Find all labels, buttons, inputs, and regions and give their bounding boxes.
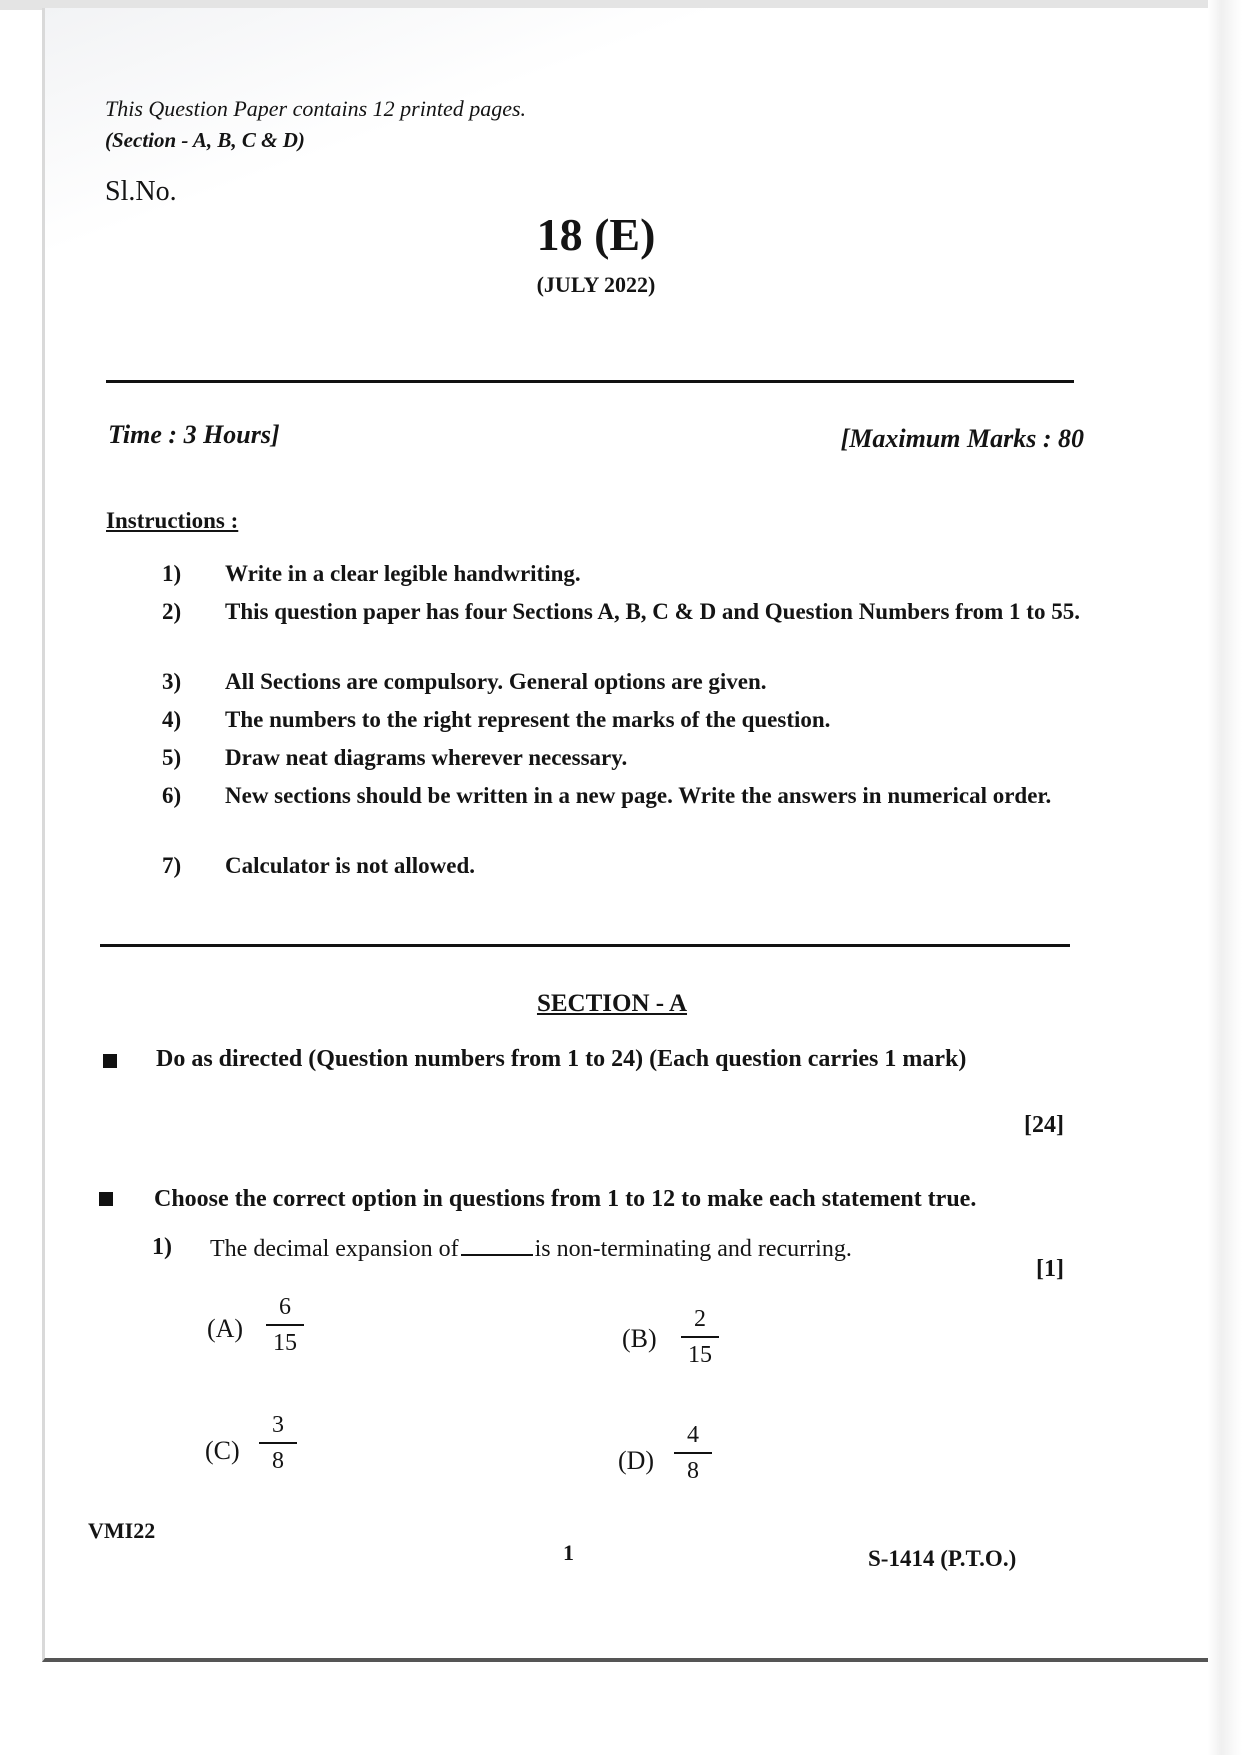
choose-instruction: Choose the correct option in questions from 1 to 12 to make each statement true. bbox=[154, 1186, 977, 1212]
numerator: 6 bbox=[279, 1294, 291, 1320]
answer-blank bbox=[461, 1234, 533, 1256]
square-bullet-icon bbox=[103, 1054, 117, 1068]
numerator: 2 bbox=[694, 1306, 706, 1332]
paper-code-text: 18 (E) bbox=[536, 209, 656, 260]
instruction-number: 7) bbox=[162, 853, 182, 878]
instruction-text: Calculator is not allowed. bbox=[225, 853, 476, 878]
numerator: 3 bbox=[272, 1412, 284, 1438]
question-text bbox=[210, 1234, 852, 1263]
option-c-fraction bbox=[253, 1410, 303, 1476]
instruction-text: All Sections are compulsory. General options are given. bbox=[225, 669, 767, 694]
serial-number-label: Sl.No. bbox=[105, 176, 177, 207]
exam-session-text: (JULY 2022) bbox=[536, 272, 656, 297]
question-text-start: The decimal expansion of bbox=[210, 1236, 459, 1262]
denominator: 8 bbox=[272, 1448, 284, 1474]
section-total-marks: [24] bbox=[1024, 1112, 1064, 1138]
scan-margin bbox=[1208, 0, 1242, 1755]
fraction-bar bbox=[266, 1324, 304, 1326]
section-heading-text: SECTION - A bbox=[536, 990, 688, 1017]
denominator: 15 bbox=[273, 1330, 297, 1356]
page-number: 1 bbox=[563, 1540, 574, 1565]
option-b-label: (B) bbox=[622, 1324, 657, 1353]
footer-code: VMI22 bbox=[88, 1518, 156, 1543]
numerator: 4 bbox=[687, 1422, 699, 1448]
instruction-number: 5) bbox=[162, 745, 182, 770]
fraction-bar bbox=[674, 1452, 712, 1454]
denominator: 8 bbox=[687, 1458, 699, 1484]
option-d-fraction bbox=[668, 1420, 718, 1486]
option-c-label: (C) bbox=[205, 1436, 240, 1465]
instruction-number: 2) bbox=[162, 599, 182, 624]
option-d-label: (D) bbox=[618, 1446, 655, 1475]
footer-paper-code: S-1414 (P.T.O.) bbox=[868, 1546, 1017, 1571]
divider-top bbox=[106, 380, 1074, 383]
fraction-bar bbox=[259, 1442, 297, 1444]
paper-code bbox=[0, 208, 1242, 261]
section-heading bbox=[0, 990, 1242, 1018]
maximum-marks: [Maximum Marks : 80 bbox=[840, 424, 1084, 453]
divider-middle bbox=[100, 944, 1070, 947]
sections-note: (Section - A, B, C & D) bbox=[105, 128, 305, 152]
instruction-text: This question paper has four Sections A, B, C & D and Question Numbers from 1 to 55. bbox=[225, 599, 1080, 624]
instruction-number: 6) bbox=[162, 783, 182, 808]
denominator: 15 bbox=[688, 1342, 712, 1368]
question-marks: [1] bbox=[1036, 1256, 1064, 1282]
square-bullet-icon bbox=[99, 1192, 113, 1206]
section-directive: Do as directed (Question numbers from 1 to 24) (Each question carries 1 mark) bbox=[156, 1046, 967, 1072]
instruction-text: The numbers to the right represent the marks of the question. bbox=[225, 707, 831, 732]
question-number: 1) bbox=[152, 1234, 172, 1260]
time-allowed: Time : 3 Hours] bbox=[108, 420, 280, 449]
instruction-text: New sections should be written in a new page. Write the answers in numerical order. bbox=[225, 783, 1052, 808]
option-a-label: (A) bbox=[207, 1314, 244, 1343]
instructions-heading: Instructions : bbox=[106, 508, 239, 533]
option-b-fraction bbox=[675, 1304, 725, 1370]
instruction-number: 4) bbox=[162, 707, 182, 732]
instruction-text: Write in a clear legible handwriting. bbox=[225, 561, 581, 586]
option-a-fraction bbox=[260, 1292, 310, 1358]
instruction-number: 3) bbox=[162, 669, 182, 694]
instruction-number: 1) bbox=[162, 561, 182, 586]
fraction-bar bbox=[681, 1336, 719, 1338]
instruction-text: Draw neat diagrams wherever necessary. bbox=[225, 745, 628, 770]
question-text-end: is non-terminating and recurring. bbox=[534, 1236, 852, 1262]
exam-session bbox=[0, 272, 1242, 298]
pages-note: This Question Paper contains 12 printed pages. bbox=[105, 96, 527, 121]
